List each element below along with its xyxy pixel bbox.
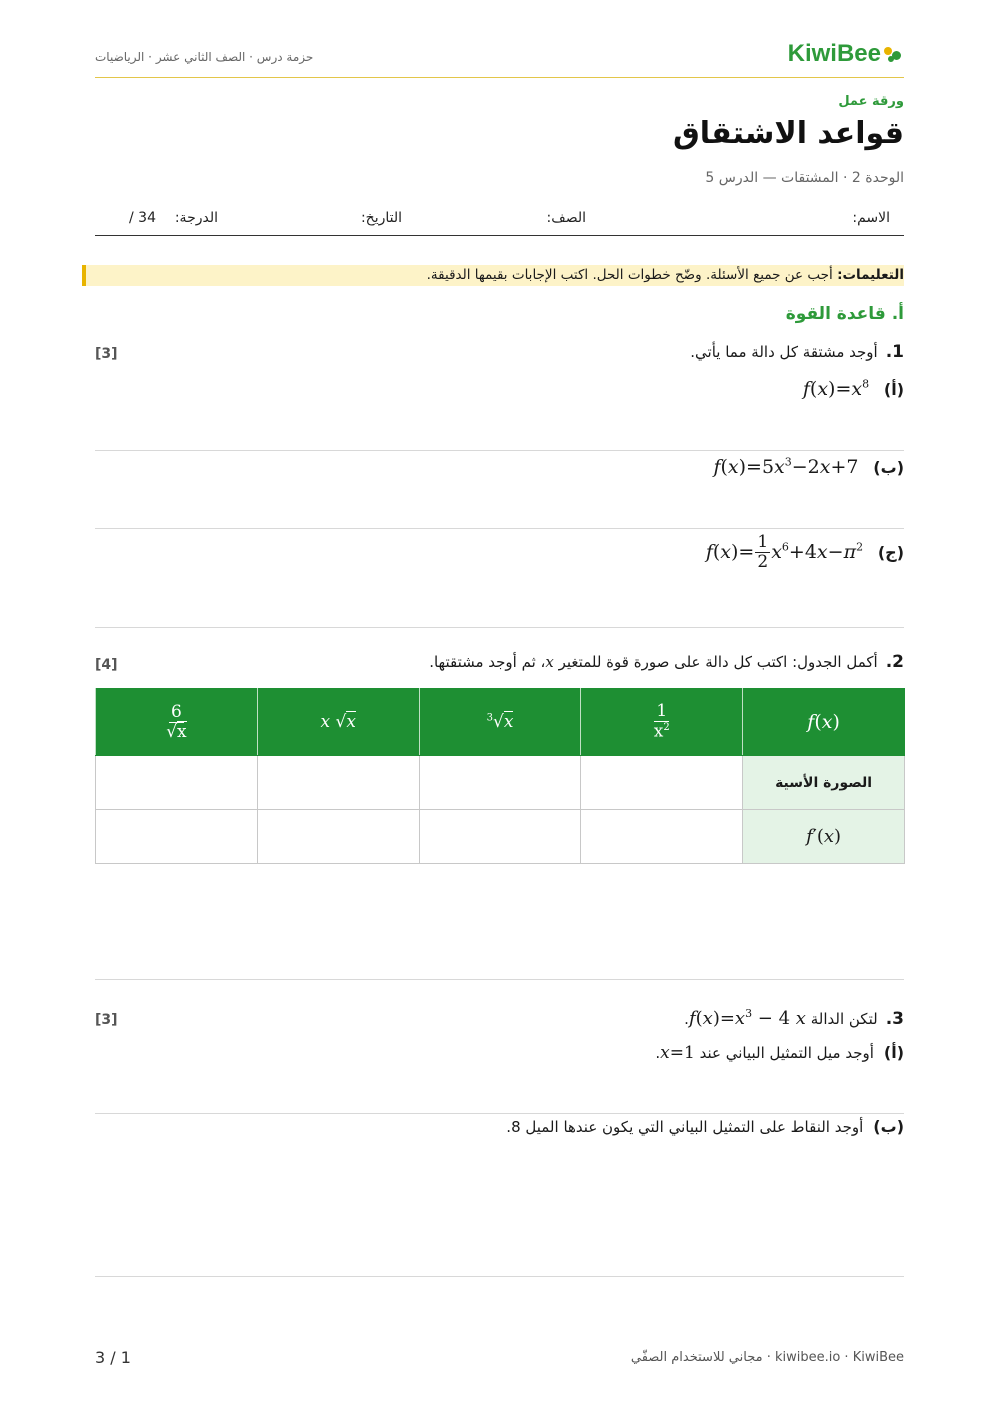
grade-total: / 34 [129, 210, 156, 226]
logo-dots-icon [884, 45, 904, 63]
q1-part-a [803, 378, 904, 400]
table-header-cell: x √x [257, 689, 419, 756]
table-row [96, 756, 905, 810]
question-text: ، ثم أوجد مشتقتها. [429, 653, 546, 671]
grade-field[interactable]: الدرجة: [174, 210, 218, 226]
question-marks: [3] [95, 346, 118, 362]
question-number: 3. [885, 1009, 904, 1029]
page-header [95, 38, 904, 78]
question-number: 1. [885, 342, 904, 362]
table-header-cell: f(x) [743, 689, 905, 756]
class-field[interactable]: الصف: [546, 210, 586, 226]
answer-line[interactable] [95, 979, 904, 980]
question-text: أوجد مشتقة كل دالة مما يأتي. [690, 343, 878, 361]
page-title: قواعد الاشتقاق [672, 116, 904, 151]
answer-cell[interactable] [96, 810, 258, 864]
question-3: 3.لتكن الدالة $f(x)=x^3 - 4$ x. [684, 1007, 904, 1029]
answer-cell[interactable] [257, 756, 419, 810]
row-label: f′(x) [743, 810, 905, 864]
table-header-cell: $^3$√x [419, 689, 581, 756]
question-text: أوجد ميل التمثيل البياني عند [699, 1044, 874, 1062]
power-table [95, 688, 905, 864]
doc-subtitle: الوحدة 2 · المشتقات — الدرس 5 [705, 170, 904, 186]
math-expression: $f(x)=5x^3-2x+7$ [713, 456, 859, 479]
question-number: 2. [885, 652, 904, 672]
question-text: لتكن الدالة [810, 1010, 878, 1028]
instructions-box [82, 265, 904, 286]
q1-part-b [713, 456, 904, 478]
instructions-label: التعليمات: [837, 267, 904, 283]
part-label: (أ) [883, 380, 904, 400]
question-text: أوجد النقاط على التمثيل البياني التي يكون عندها الميل 8. [506, 1118, 864, 1136]
breadcrumb: حزمة درس · الصف الثاني عشر · الرياضيات [95, 50, 314, 64]
math-expression: $f(x)=x^8$ [802, 378, 870, 401]
answer-cell[interactable] [96, 756, 258, 810]
part-label: (ب) [873, 458, 904, 478]
answer-cell[interactable] [419, 810, 581, 864]
math-expression: f(x)= $\frac{1}{2}$ $x^6+4x-\pi^2$ [705, 532, 864, 572]
question-text: أكمل الجدول: اكتب كل دالة على صورة قوة للمتغير [558, 653, 878, 671]
part-label: (ب) [873, 1117, 904, 1136]
answer-line[interactable] [95, 1276, 904, 1277]
name-field[interactable]: الاسم: [852, 210, 890, 226]
answer-cell[interactable] [257, 810, 419, 864]
doc-kicker: ورقة عمل [838, 94, 904, 109]
question-marks: [4] [95, 657, 118, 673]
question-2 [429, 652, 904, 672]
answer-line[interactable] [95, 528, 904, 529]
math-expression: x=1 [660, 1043, 695, 1063]
part-label: (أ) [883, 1043, 904, 1062]
math-expression: $f(x)=x^3 - 4$ x [688, 1007, 806, 1029]
table-header-cell: $\frac{6}{√x}$ [96, 689, 258, 756]
table-header-row [96, 689, 905, 756]
q1-part-c [706, 534, 904, 571]
row-label: الصورة الأسية [743, 756, 905, 810]
answer-cell[interactable] [581, 756, 743, 810]
brand-logo: KiwiBee [788, 40, 904, 68]
q3-part-b [506, 1117, 904, 1136]
answer-cell[interactable] [419, 756, 581, 810]
answer-line[interactable] [95, 627, 904, 628]
date-field[interactable]: التاريخ: [360, 210, 402, 226]
question-marks: [3] [95, 1012, 118, 1028]
page-number: 3 / 1 [95, 1348, 131, 1367]
part-label: (ج) [877, 542, 904, 562]
q3-part-a: (أ)أوجد ميل التمثيل البياني عند x=1. [655, 1043, 904, 1063]
section-heading: أ. قاعدة القوة [785, 304, 904, 324]
answer-cell[interactable] [581, 810, 743, 864]
answer-line[interactable] [95, 450, 904, 451]
variable: x [545, 653, 554, 671]
table-header-cell: $\frac{1}{x^2}$ [581, 689, 743, 756]
footer-credit: kiwibee.io · KiwiBee · مجاني للاستخدام الصفّي [630, 1350, 904, 1365]
table-row [96, 810, 905, 864]
student-fields [95, 206, 904, 236]
answer-line[interactable] [95, 1113, 904, 1114]
instructions-text: أجب عن جميع الأسئلة. وضّح خطوات الحل. اكتب الإجابات بقيمها الدقيقة. [426, 267, 833, 283]
question-1 [690, 342, 904, 362]
